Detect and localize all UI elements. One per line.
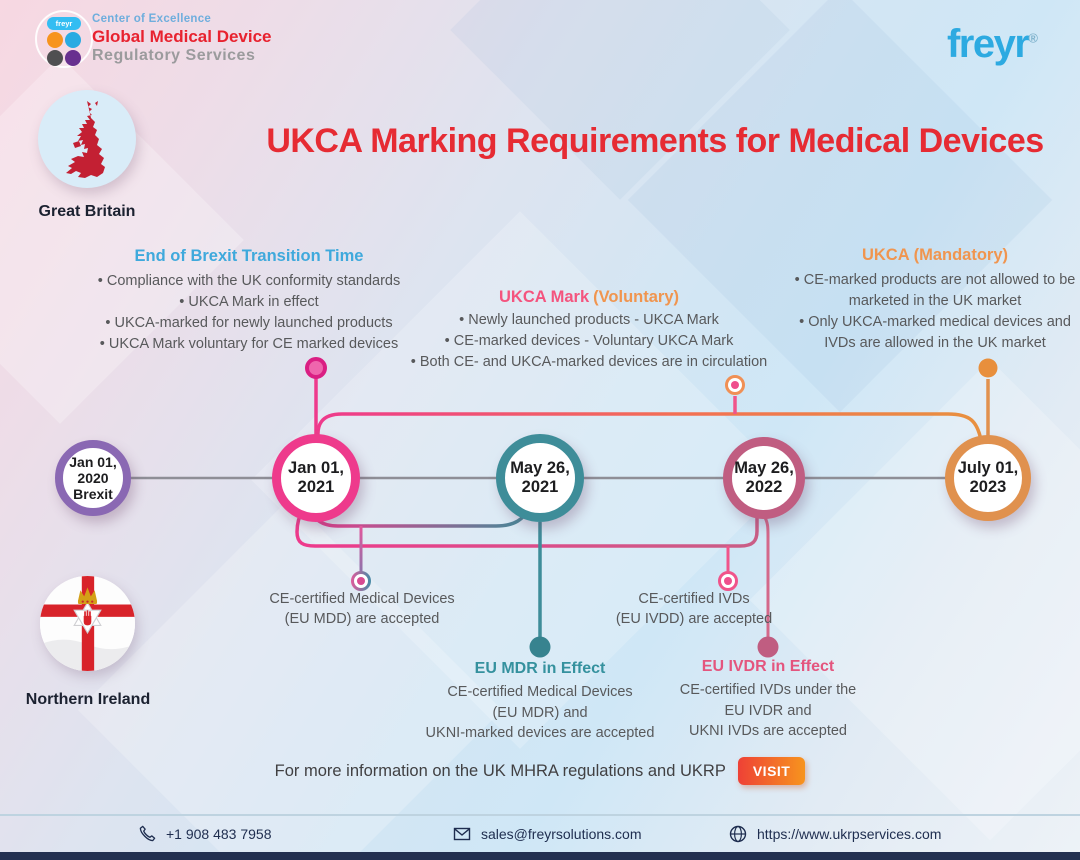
- callout-brexit-end-bullets: [88, 271, 410, 355]
- coe-dot-dark-icon: [47, 50, 63, 66]
- note-eu-ivdd: CE-certified IVDs (EU IVDD) are accepted: [615, 591, 773, 627]
- milestone-date: July 01, 2023: [957, 459, 1019, 496]
- footer-website[interactable]: [728, 824, 941, 844]
- milestone-may-2022: [723, 437, 805, 519]
- footer-phone-number: +1 908 483 7958: [166, 825, 272, 842]
- callout-brexit-end-title: End of Brexit Transition Time: [134, 247, 364, 265]
- envelope-icon: [452, 824, 472, 844]
- callout-ukca-mandatory-bullets: [785, 270, 1080, 354]
- northern-ireland-label: Northern Ireland: [25, 691, 151, 708]
- footer-email[interactable]: [452, 824, 642, 844]
- milestone-may-2021: [496, 434, 584, 522]
- bullet-item: • CE-marked devices - Voluntary UKCA Mark: [396, 331, 782, 352]
- eu-ivdr-title: EU IVDR in Effect: [701, 658, 835, 675]
- eu-mdr-title: EU MDR in Effect: [474, 660, 606, 677]
- coe-title-line2: Regulatory Services: [92, 47, 256, 65]
- bullet-item: • Both CE- and UKCA-marked devices are in circulation: [396, 352, 782, 373]
- note-eu-mdd: CE-certified Medical Devices (EU MDD) are accepted: [269, 591, 455, 627]
- bullet-item: • Compliance with the UK conformity standards: [88, 271, 410, 292]
- title-voluntary: (Voluntary): [593, 288, 680, 306]
- visit-button[interactable]: VISIT: [738, 757, 806, 785]
- milestone-brexit-2020: [55, 440, 131, 516]
- cta-text: For more information on the UK MHRA regulations and UKRP: [274, 761, 726, 780]
- coe-title-line1: Global Medical Device: [92, 26, 272, 46]
- footer-divider: [0, 814, 1080, 816]
- milestone-date: May 26, 2021: [510, 459, 570, 496]
- milestone-july-2023: [945, 435, 1031, 521]
- note-line: UKNI-marked devices are accepted: [425, 725, 655, 741]
- callout-brexit-end: [88, 247, 410, 355]
- callout-ukca-voluntary-title: [396, 288, 782, 307]
- note-line: CE-certified Medical Devices: [447, 684, 633, 700]
- phone-icon: [138, 824, 157, 843]
- note-line: UKNI IVDs are accepted: [689, 723, 847, 739]
- northern-ireland-flag-svg: [40, 576, 135, 671]
- coe-text-block: [92, 13, 272, 65]
- great-britain-map-icon: [38, 90, 136, 188]
- callout-ukca-voluntary-bullets: [396, 310, 782, 373]
- bullet-item: • UKCA Mark in effect: [88, 292, 410, 313]
- coe-logo-pill: freyr: [47, 17, 81, 30]
- coe-logo-icon: [35, 10, 93, 68]
- note-line: EU IVDR and: [724, 702, 812, 719]
- bullet-item: • UKCA Mark voluntary for CE marked devices: [88, 334, 410, 355]
- registered-mark: ®: [1028, 30, 1038, 46]
- milestone-date: May 26, 2022: [734, 459, 794, 496]
- coe-dot-orange-icon: [47, 32, 63, 48]
- milestone-jan-2021: [272, 434, 360, 522]
- freyr-logo: freyr®: [946, 22, 1038, 66]
- callout-ukca-voluntary: [396, 288, 782, 373]
- page-title: UKCA Marking Requirements for Medical Devices: [266, 122, 1044, 160]
- milestone-date: Jan 01, 2020 Brexit: [69, 454, 117, 502]
- milestone-date: Jan 01, 2021: [288, 459, 344, 496]
- coe-dot-purple-icon: [65, 50, 81, 66]
- northern-ireland-flag-icon: [40, 576, 135, 671]
- callout-ukca-mandatory: [785, 246, 1080, 354]
- great-britain-map-svg: [56, 99, 118, 179]
- globe-icon: [728, 824, 748, 844]
- cta-row: [0, 757, 1080, 785]
- title-ukca-mark: UKCA Mark: [498, 288, 590, 306]
- footer-website-url: https://www.ukrpservices.com: [757, 826, 942, 842]
- callout-ukca-mandatory-title: UKCA (Mandatory): [861, 246, 1009, 264]
- bottom-bar: [0, 852, 1080, 860]
- note-line: (EU MDR) and: [492, 704, 588, 721]
- great-britain-label: Great Britain: [38, 203, 136, 220]
- bullet-item: • UKCA-marked for newly launched products: [88, 313, 410, 334]
- note-eu-ivdr-in-effect: [628, 658, 908, 742]
- bullet-item: • Newly launched products - UKCA Mark: [396, 310, 782, 331]
- coe-dot-blue-icon: [65, 32, 81, 48]
- footer-phone[interactable]: [138, 824, 272, 843]
- coe-tagline: Center of Excellence: [92, 13, 212, 25]
- bullet-item: • Only UKCA-marked medical devices and IVDs are allowed in the UK market: [785, 312, 1080, 354]
- footer-email-address: sales@freyrsolutions.com: [481, 826, 642, 842]
- note-line: CE-certified IVDs under the: [679, 682, 857, 698]
- bullet-item: • CE-marked products are not allowed to be marketed in the UK market: [785, 270, 1080, 312]
